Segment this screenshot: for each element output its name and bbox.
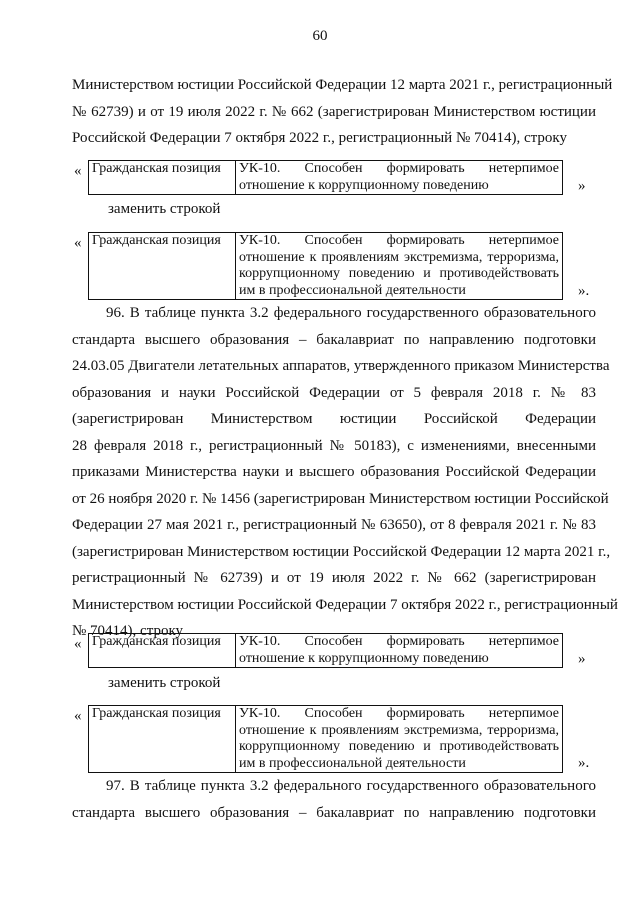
- table-cell-competence-text: [236, 706, 563, 773]
- text-line: (зарегистрирован Министерством юстиции Российской Федерации: [72, 411, 596, 427]
- cell-line: отношение к проявлениям экстремизма, терроризма,: [239, 249, 559, 265]
- text-line: от 26 ноября 2020 г. № 1456 (зарегистрирован Министерством юстиции Российской: [72, 490, 609, 507]
- cell-line: им в профессиональной деятельности: [239, 755, 466, 771]
- table-old-row: [88, 160, 563, 195]
- cell-text: Гражданская позиция: [92, 233, 221, 248]
- replace-label: заменить строкой: [108, 201, 221, 217]
- text-line: № 70414), строку: [72, 623, 184, 639]
- text-line: 28 февраля 2018 г., регистрационный № 50183), с изменениями, внесенными: [72, 437, 596, 454]
- cell-line: УК-10. Способен формировать нетерпимое: [239, 634, 559, 649]
- paragraph-97: [72, 773, 596, 826]
- table-cell-competence-category: [89, 233, 236, 300]
- cell-text: Гражданская позиция: [92, 634, 221, 649]
- table-cell-competence-category: [89, 706, 236, 773]
- quote-open: «: [74, 708, 82, 724]
- quote-close: ».: [578, 755, 590, 771]
- table-cell-competence-text: [236, 233, 563, 300]
- text-line: 96. В таблице пункта 3.2 федерального государственного образовательного: [106, 305, 596, 321]
- text-line: регистрационный № 62739) и от 19 июля 2022 г. № 662 (зарегистрирован: [72, 570, 596, 586]
- cell-line: коррупционному поведению и противодействовать: [239, 739, 559, 754]
- paragraph-96: [72, 300, 618, 645]
- text-line: Российской Федерации 7 октября 2022 г., регистрационный № 70414), строку: [72, 130, 567, 146]
- quote-open: «: [74, 235, 82, 251]
- cell-line: отношение к коррупционному поведению: [239, 650, 489, 666]
- table-cell-competence-text: [236, 161, 563, 195]
- page-number: 60: [312, 28, 328, 44]
- table-new-row-2: [88, 705, 563, 773]
- cell-text: Гражданская позиция: [92, 161, 221, 176]
- cell-line: коррупционному поведению и противодействовать: [239, 266, 559, 281]
- text-line: стандарта высшего образования – бакалавриат по направлению подготовки: [72, 331, 596, 348]
- table-cell-competence-category: [89, 634, 236, 668]
- cell-line: УК-10. Способен формировать нетерпимое: [239, 706, 559, 721]
- replace-label: заменить строкой: [108, 675, 221, 691]
- table-cell-competence-category: [89, 161, 236, 195]
- text-line: приказами Министерства науки и высшего образования Российской Федерации: [72, 464, 596, 480]
- cell-line: УК-10. Способен формировать нетерпимое: [239, 161, 559, 176]
- text-line: образования и науки Российской Федерации от 5 февраля 2018 г. № 83: [72, 384, 596, 401]
- text-line: 97. В таблице пункта 3.2 федерального государственного образовательного: [106, 778, 596, 794]
- quote-close: »: [578, 651, 586, 667]
- text-line: Федерации 27 мая 2021 г., регистрационный № 63650), от 8 февраля 2021 г. № 83: [72, 517, 596, 533]
- text-line: № 62739) и от 19 июля 2022 г. № 662 (зарегистрирован Министерством юстиции: [72, 103, 596, 120]
- quote-close: »: [578, 178, 586, 194]
- text-line: стандарта высшего образования – бакалавриат по направлению подготовки: [72, 804, 596, 821]
- cell-line: УК-10. Способен формировать нетерпимое: [239, 233, 559, 248]
- text-line: 24.03.05 Двигатели летательных аппаратов, утвержденного приказом Министерства: [72, 358, 610, 374]
- table-cell-competence-text: [236, 634, 563, 668]
- cell-text: Гражданская позиция: [92, 706, 221, 721]
- cell-line: отношение к проявлениям экстремизма, терроризма,: [239, 722, 559, 738]
- text-line: Министерством юстиции Российской Федерации 7 октября 2022 г., регистрационный: [72, 596, 618, 613]
- table-old-row-2: [88, 633, 563, 668]
- quote-open: «: [74, 636, 82, 652]
- text-line: (зарегистрирован Министерством юстиции Российской Федерации 12 марта 2021 г.,: [72, 543, 611, 560]
- table-new-row: [88, 232, 563, 300]
- cell-line: отношение к коррупционному поведению: [239, 177, 489, 193]
- cell-line: им в профессиональной деятельности: [239, 282, 466, 298]
- quote-open: «: [74, 163, 82, 179]
- text-line: Министерством юстиции Российской Федерации 12 марта 2021 г., регистрационный: [72, 77, 613, 93]
- paragraph-continuation: [72, 72, 613, 152]
- quote-close: ».: [578, 283, 590, 299]
